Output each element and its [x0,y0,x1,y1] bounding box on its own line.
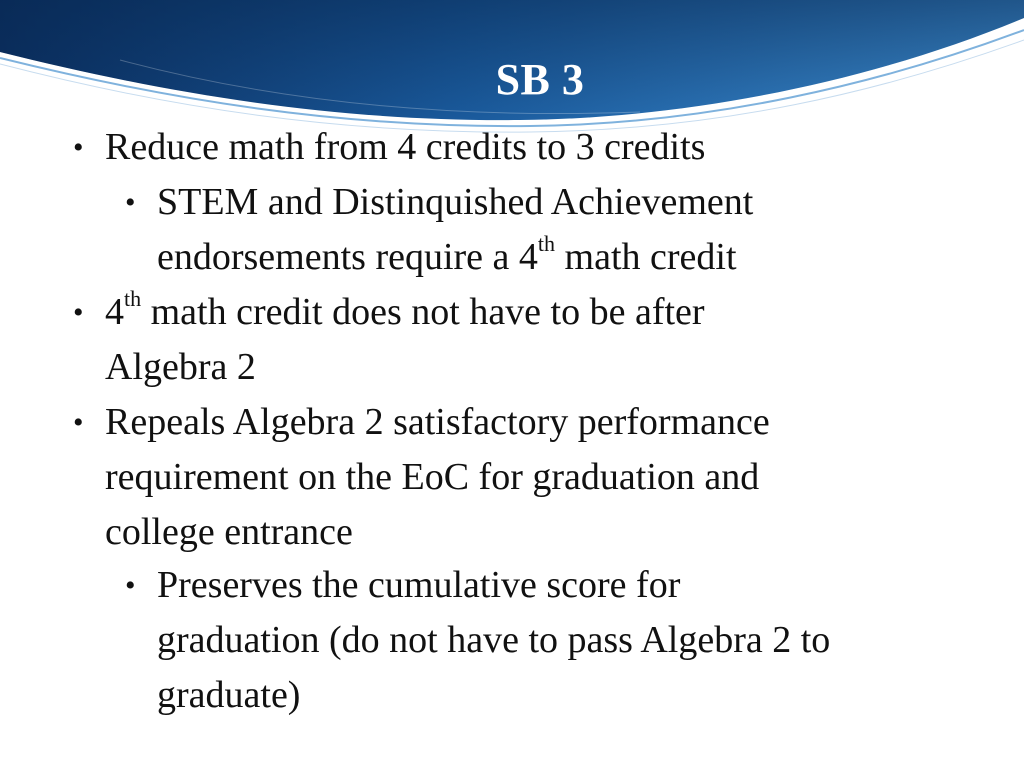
ordinal-superscript: th [124,286,142,312]
bullet-text-line-1: Preserves the cumulative score for [157,564,681,606]
bullet-dot: • [73,406,84,439]
bullet-text-segment: math credit [555,236,737,278]
bullet-dot: • [73,296,84,329]
bullet-text-line-2: requirement on the EoC for graduation and [105,456,760,498]
bullet-item-1 [73,120,995,175]
bullet-item-1-1 [125,175,1017,285]
bullet-text-line-3: graduate) [157,674,301,716]
bullet-dot: • [125,186,136,219]
bullet-text-segment: endorsements require a 4 [157,236,538,278]
bullet-text-line-1: STEM and Distinquished Achievement [157,181,754,223]
bullet-text-segment: math credit does not have to be after [141,291,705,333]
bullet-text-line-3: college entrance [105,511,353,553]
bullet-text-line-2 [157,230,1017,285]
bullet-dot: • [125,569,136,602]
bullet-text: Reduce math from 4 credits to 3 credits [105,126,706,168]
slide-title: SB 3 [495,55,585,104]
bullet-text-line-1: Repeals Algebra 2 satisfactory performance [105,401,770,443]
bullet-text-line-2: graduation (do not have to pass Algebra 2 to [157,619,831,661]
bullet-item-2 [73,285,995,395]
bullet-text-segment: 4 [105,291,124,333]
ordinal-superscript: th [537,231,556,257]
bullet-item-3-1 [125,558,1017,723]
bullet-text-line-1 [105,285,995,340]
bullet-item-3 [73,395,995,560]
bullet-text-line-2: Algebra 2 [105,346,256,388]
bullet-dot: • [73,131,84,164]
